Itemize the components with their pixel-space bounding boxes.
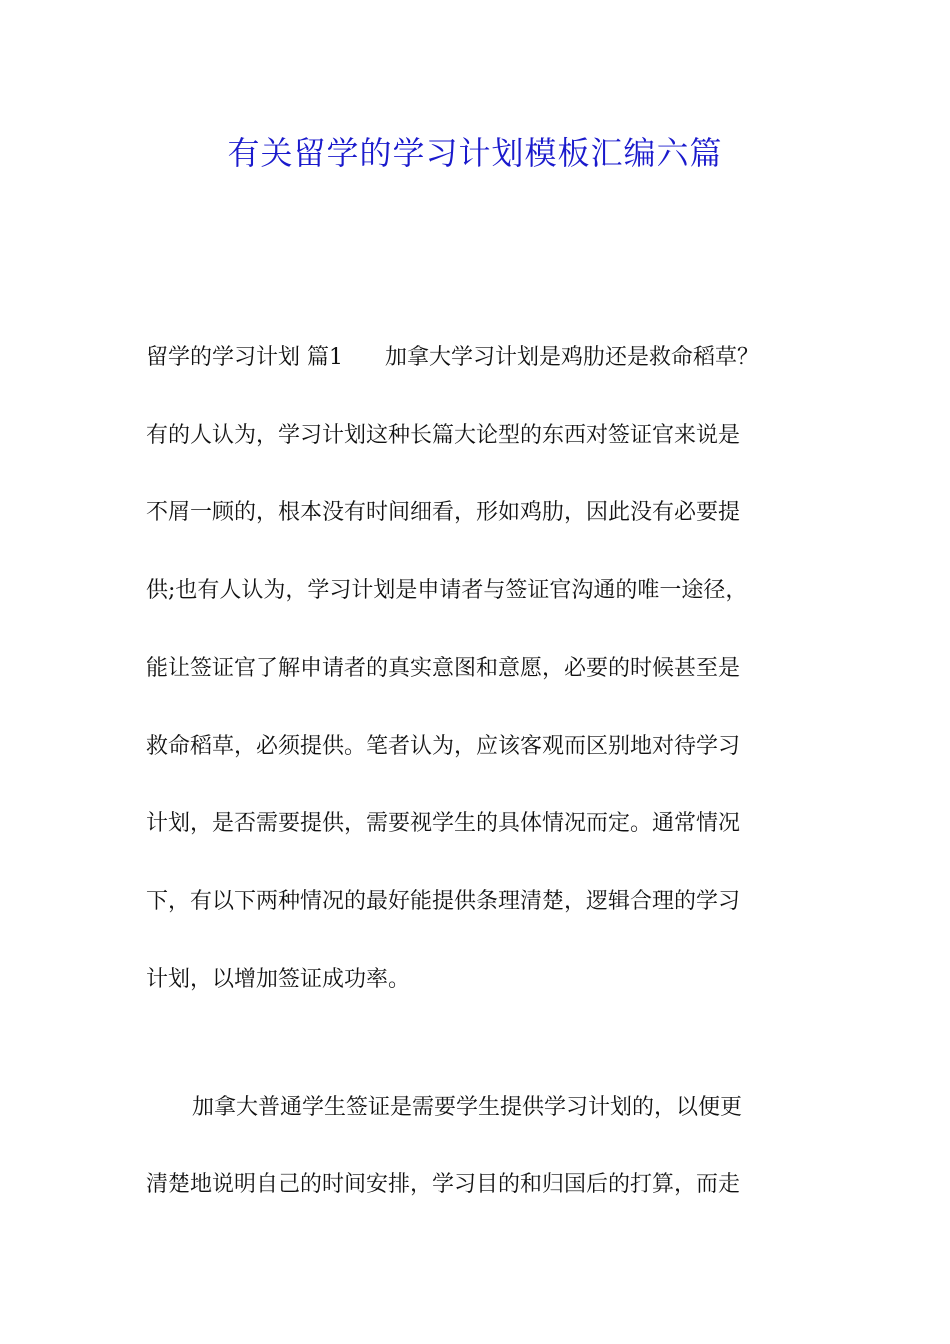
paragraph-1-line-3: 供;也有人认为，学习计划是申请者与签证官沟通的唯一途径， — [146, 578, 748, 603]
paragraph-1-line-6: 计划，是否需要提供，需要视学生的具体情况而定。通常情况 — [146, 811, 741, 836]
paragraph-1-line-2: 不屑一顾的，根本没有时间细看，形如鸡肋，因此没有必要提 — [146, 500, 741, 525]
paragraph-2-line-0: 加拿大普通学生签证是需要学生提供学习计划的，以便更 — [192, 1095, 743, 1120]
paragraph-1-line-5: 救命稻草，必须提供。笔者认为，应该客观而区别地对待学习 — [146, 734, 741, 759]
section-heading: 留学的学习计划 篇1 — [146, 345, 343, 370]
paragraph-1-line-7: 下，有以下两种情况的最好能提供条理清楚，逻辑合理的学习 — [146, 889, 741, 914]
paragraph-1-line-0: 加拿大学习计划是鸡肋还是救命稻草？ — [385, 345, 760, 370]
paragraph-1-line-1: 有的人认为，学习计划这种长篇大论型的东西对签证官来说是 — [146, 423, 741, 448]
paragraph-1-line-8: 计划，以增加签证成功率。 — [146, 967, 411, 992]
paragraph-2-line-1: 清楚地说明自己的时间安排，学习目的和归国后的打算，而走 — [146, 1172, 741, 1197]
document-title: 有关留学的学习计划模板汇编六篇 — [227, 134, 723, 172]
paragraph-1-first-line — [146, 343, 759, 373]
paragraph-1-line-4: 能让签证官了解申请者的真实意图和意愿，必要的时候甚至是 — [146, 656, 741, 681]
